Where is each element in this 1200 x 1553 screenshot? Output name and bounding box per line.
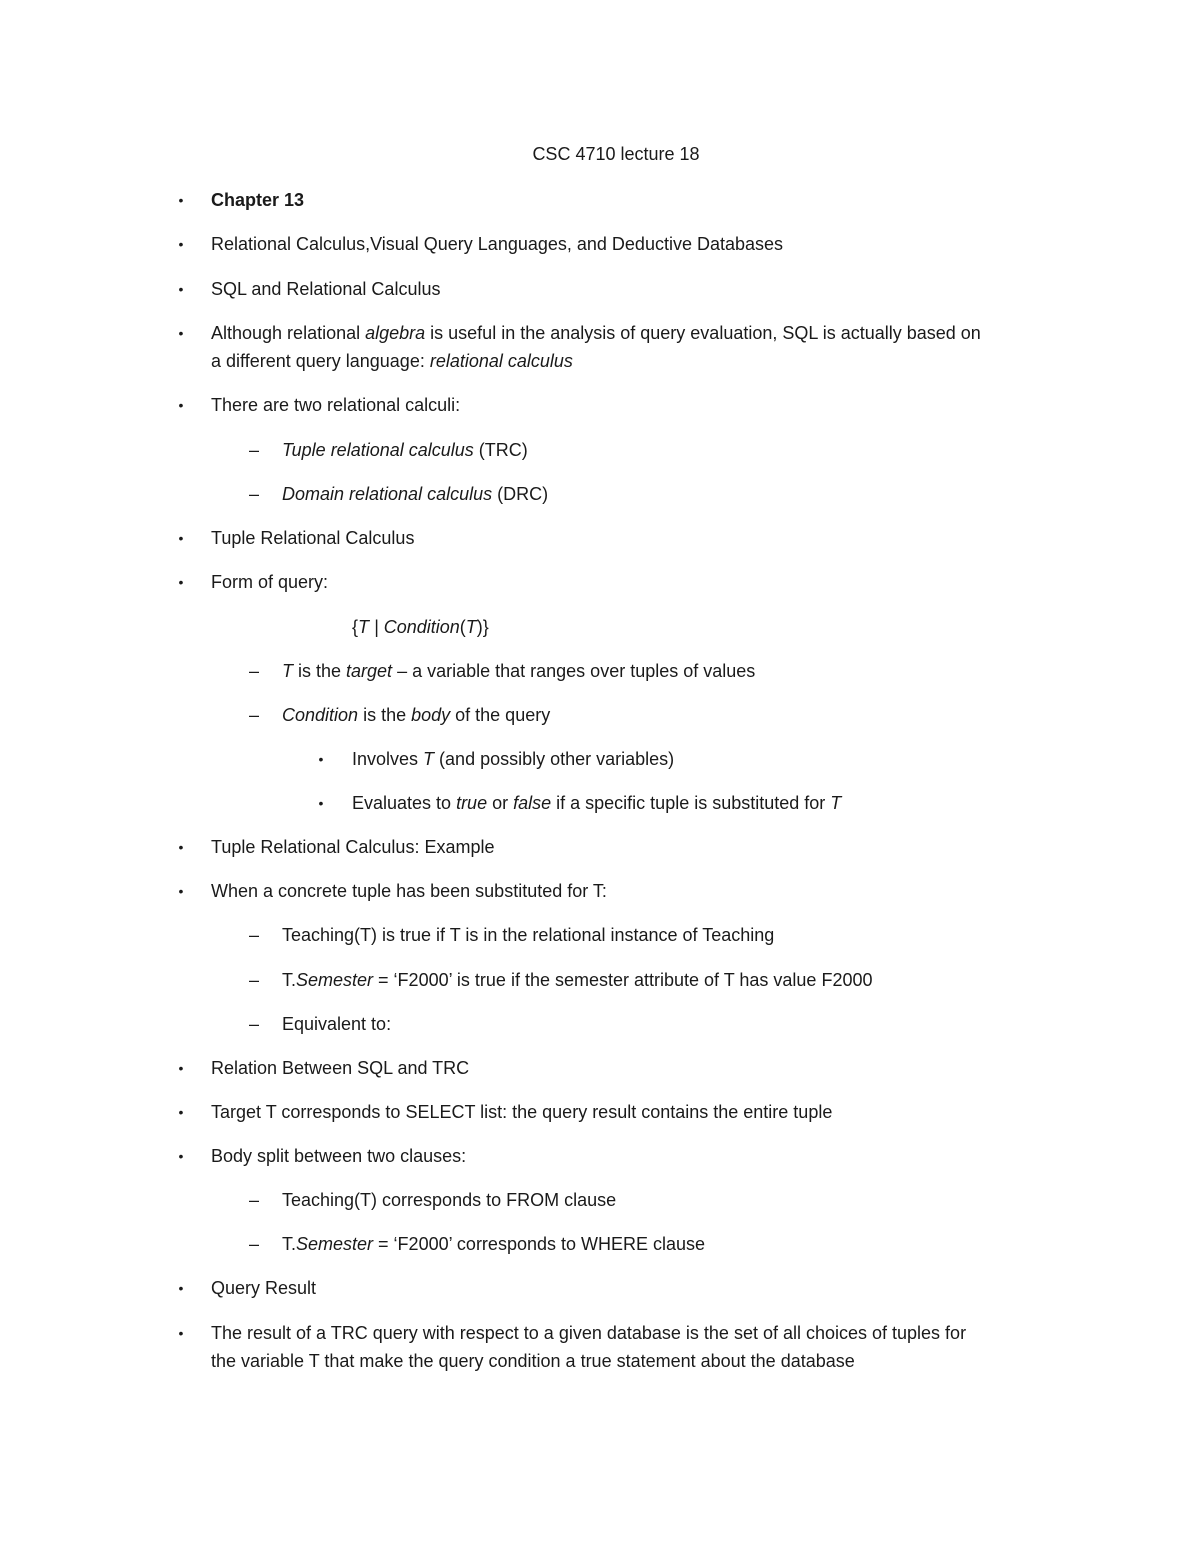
dash-glyph: – xyxy=(248,925,259,945)
bullet-glyph: • xyxy=(178,325,184,341)
item-text: T.Semester = ‘F2000’ is true if the semester attribute of T has value F2000 xyxy=(282,970,873,990)
item-text: Although relational algebra is useful in the analysis of query evaluation, SQL is actually based on xyxy=(211,323,981,343)
dash-glyph: – xyxy=(248,440,259,460)
dash-glyph: – xyxy=(248,970,259,990)
item-text: Body split between two clauses: xyxy=(211,1146,467,1166)
item-text: Domain relational calculus (DRC) xyxy=(282,484,549,504)
item-text: There are two relational calculi: xyxy=(211,395,461,415)
dash-glyph: – xyxy=(248,1190,259,1210)
item-text: Relational Calculus,Visual Query Languages, and Deductive Databases xyxy=(211,234,784,254)
item-text: Equivalent to: xyxy=(282,1014,392,1034)
dash-glyph: – xyxy=(248,661,259,681)
bullet-glyph: • xyxy=(178,1148,184,1164)
item-text: When a concrete tuple has been substituted for T: xyxy=(211,881,607,901)
item-text-continued: a different query language: relational calculus xyxy=(211,351,573,371)
item-text: Teaching(T) corresponds to FROM clause xyxy=(282,1190,617,1210)
bullet-glyph: • xyxy=(318,751,324,767)
bullet-glyph: • xyxy=(178,397,184,413)
query-formula: {T | Condition(T)} xyxy=(352,617,489,637)
bullet-glyph: • xyxy=(178,530,184,546)
item-text: Evaluates to true or false if a specific tuple is substituted for T xyxy=(352,793,842,813)
item-text: Involves T (and possibly other variables) xyxy=(352,749,675,769)
bullet-glyph: • xyxy=(178,574,184,590)
bullet-glyph: • xyxy=(178,1060,184,1076)
dash-glyph: – xyxy=(248,705,259,725)
dash-glyph: – xyxy=(248,1014,259,1034)
bullet-glyph: • xyxy=(178,281,184,297)
item-text: The result of a TRC query with respect to a given database is the set of all choices of tuples for xyxy=(211,1323,967,1343)
page-title: CSC 4710 lecture 18 xyxy=(532,144,700,164)
item-text: Tuple Relational Calculus xyxy=(211,528,415,548)
item-text: Condition is the body of the query xyxy=(282,705,551,725)
bullet-glyph: • xyxy=(318,795,324,811)
bullet-glyph: • xyxy=(178,839,184,855)
bullet-glyph: • xyxy=(178,236,184,252)
item-text: T is the target – a variable that ranges over tuples of values xyxy=(282,661,756,681)
item-text: Tuple Relational Calculus: Example xyxy=(211,837,495,857)
item-text: Target T corresponds to SELECT list: the query result contains the entire tuple xyxy=(211,1102,833,1122)
chapter-heading: Chapter 13 xyxy=(211,190,305,210)
item-text: Teaching(T) is true if T is in the relational instance of Teaching xyxy=(282,925,775,945)
item-text: T.Semester = ‘F2000’ corresponds to WHERE clause xyxy=(282,1234,706,1254)
bullet-glyph: • xyxy=(178,1280,184,1296)
dash-glyph: – xyxy=(248,484,259,504)
item-text: Relation Between SQL and TRC xyxy=(211,1058,470,1078)
bullet-glyph: • xyxy=(178,1325,184,1341)
item-text: Query Result xyxy=(211,1278,317,1298)
bullet-glyph: • xyxy=(178,883,184,899)
item-text: Form of query: xyxy=(211,572,329,592)
item-text-continued: the variable T that make the query condition a true statement about the database xyxy=(211,1351,855,1371)
dash-glyph: – xyxy=(248,1234,259,1254)
item-text: Tuple relational calculus (TRC) xyxy=(282,440,528,460)
bullet-glyph: • xyxy=(178,192,184,208)
item-text: SQL and Relational Calculus xyxy=(211,279,441,299)
bullet-glyph: • xyxy=(178,1104,184,1120)
